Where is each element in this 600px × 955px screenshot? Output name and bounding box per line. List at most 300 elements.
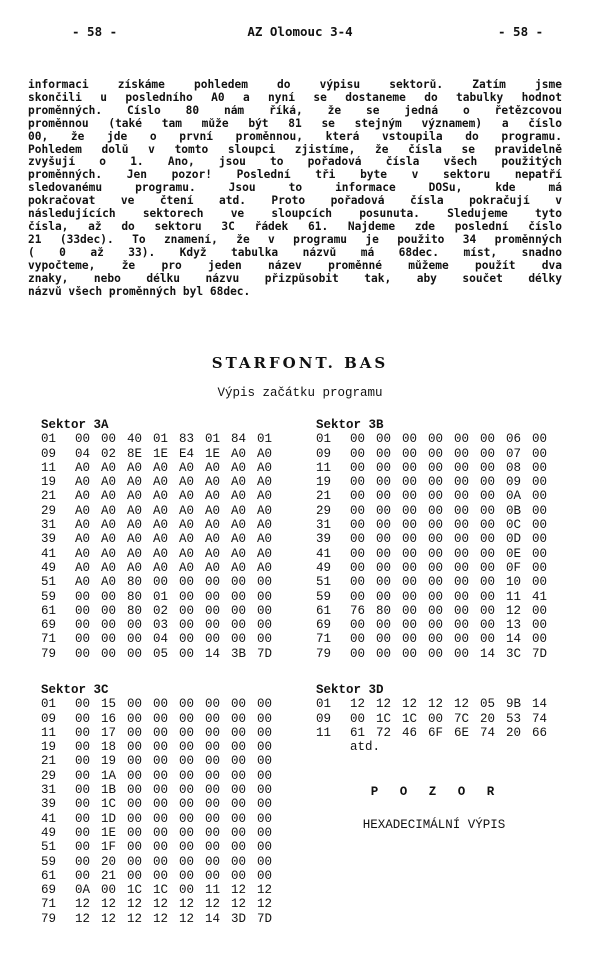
hex-byte: 00	[179, 575, 195, 590]
hex-byte: 80	[127, 589, 143, 604]
hex-byte: 7D	[257, 646, 273, 661]
hex-byte: A0	[75, 518, 91, 533]
hex-byte: A0	[101, 460, 117, 475]
text-line: znaky, nebo délku názvu přizpůsobit tak, aby součet délky	[28, 272, 562, 285]
hex-address: 09	[41, 446, 57, 461]
hex-byte: 00	[127, 811, 143, 826]
hex-byte: 00	[376, 460, 392, 475]
hex-byte: A0	[205, 560, 221, 575]
hex-byte: 74	[480, 725, 496, 740]
hex-byte: 61	[350, 725, 366, 740]
hex-byte: 00	[532, 446, 548, 461]
hex-byte: 14	[205, 646, 221, 661]
hex-address: 01	[41, 432, 57, 447]
hex-address: 61	[41, 868, 57, 883]
hex-byte: 00	[428, 560, 444, 575]
hex-byte: 00	[376, 518, 392, 533]
hex-row	[41, 447, 283, 461]
hex-byte: 12	[231, 883, 247, 898]
hex-byte: 02	[153, 603, 169, 618]
hex-byte: 00	[101, 618, 117, 633]
hex-byte: 21	[101, 868, 117, 883]
hex-byte: 00	[127, 797, 143, 812]
hex-byte: 00	[350, 475, 366, 490]
hex-byte: A0	[179, 460, 195, 475]
hex-byte: 00	[75, 711, 91, 726]
hex-byte: 00	[127, 768, 143, 783]
hex-address: 41	[41, 546, 57, 561]
hex-byte: 00	[127, 697, 143, 712]
hex-byte: 00	[402, 503, 418, 518]
hex-byte: 00	[127, 868, 143, 883]
hex-row	[41, 489, 283, 503]
hex-byte: A0	[101, 532, 117, 547]
hex-byte: 00	[376, 618, 392, 633]
hex-byte: 00	[532, 575, 548, 590]
hex-byte: 00	[532, 532, 548, 547]
hex-address: 29	[316, 503, 332, 518]
hex-byte: 00	[402, 589, 418, 604]
sector-3d	[316, 683, 558, 754]
sector-name: Sektor 3C	[41, 683, 109, 697]
hex-byte: 17	[101, 725, 117, 740]
hex-row	[41, 604, 283, 618]
hex-row	[41, 697, 283, 711]
hex-byte: 16	[101, 711, 117, 726]
hex-byte: 00	[257, 725, 273, 740]
hex-byte: A0	[179, 546, 195, 561]
text-line: 00, že jde o první proměnnou, která vstoupila do programu.	[28, 130, 562, 143]
hex-byte: 01	[153, 589, 169, 604]
hex-byte: 00	[153, 840, 169, 855]
hex-address: 69	[41, 618, 57, 633]
hex-byte: 05	[153, 646, 169, 661]
hex-byte: 00	[480, 618, 496, 633]
hex-byte: 6F	[428, 725, 444, 740]
hex-address: 49	[41, 560, 57, 575]
hex-byte: 00	[257, 797, 273, 812]
hex-address: 59	[41, 589, 57, 604]
hex-byte: 00	[205, 725, 221, 740]
hex-byte: 00	[454, 546, 470, 561]
hex-byte: 00	[376, 532, 392, 547]
hex-byte: 00	[532, 518, 548, 533]
hex-byte: A0	[75, 532, 91, 547]
hex-byte: 00	[480, 589, 496, 604]
hex-byte: 00	[153, 754, 169, 769]
hex-byte: A0	[205, 532, 221, 547]
hex-address: 41	[316, 546, 332, 561]
hex-byte: 00	[454, 589, 470, 604]
hex-byte: 18	[101, 740, 117, 755]
hex-byte: 00	[205, 632, 221, 647]
hex-address: 21	[41, 489, 57, 504]
hex-byte: 41	[532, 589, 548, 604]
hex-byte: 00	[480, 632, 496, 647]
hex-byte: 00	[75, 811, 91, 826]
hex-byte: 0F	[506, 560, 522, 575]
hex-row	[41, 912, 283, 926]
hex-byte: 12	[205, 897, 221, 912]
hex-address: 49	[316, 560, 332, 575]
hex-address: 01	[316, 697, 332, 712]
hex-byte: 00	[75, 632, 91, 647]
hex-byte: 00	[127, 740, 143, 755]
text-line: zvyšují o 1. Ano, jsou to pořadová čísla všech použitých	[28, 156, 562, 169]
hex-byte: 00	[454, 618, 470, 633]
hex-byte: A0	[75, 475, 91, 490]
hex-row	[316, 518, 558, 532]
hex-byte: 00	[376, 546, 392, 561]
hex-byte: 00	[231, 854, 247, 869]
hex-byte: 80	[127, 603, 143, 618]
hex-address: 19	[41, 475, 57, 490]
hex-byte: 7D	[257, 911, 273, 926]
hex-byte: A0	[179, 560, 195, 575]
hex-byte: 3B	[231, 646, 247, 661]
hex-address: 21	[41, 754, 57, 769]
hex-byte: A0	[75, 489, 91, 504]
hex-byte: 00	[75, 754, 91, 769]
hex-byte: A0	[101, 489, 117, 504]
hex-byte: 00	[231, 754, 247, 769]
hex-byte: 00	[376, 575, 392, 590]
hex-byte: 00	[153, 868, 169, 883]
hex-byte: 00	[179, 740, 195, 755]
hex-byte: 00	[153, 783, 169, 798]
hex-byte: A0	[101, 503, 117, 518]
hex-address: 49	[41, 825, 57, 840]
hex-byte: 00	[454, 603, 470, 618]
hex-byte: 00	[101, 603, 117, 618]
hex-byte: A0	[75, 560, 91, 575]
hex-byte: 1E	[101, 825, 117, 840]
hex-byte: 00	[127, 840, 143, 855]
hex-byte: 00	[231, 768, 247, 783]
hex-byte: 00	[454, 518, 470, 533]
hex-byte: 00	[257, 632, 273, 647]
hex-row	[41, 590, 283, 604]
hex-byte: A0	[257, 446, 273, 461]
hex-byte: 00	[153, 697, 169, 712]
hex-address: 09	[316, 711, 332, 726]
hex-row	[41, 475, 283, 489]
hex-byte: 00	[179, 811, 195, 826]
hex-byte: 00	[101, 646, 117, 661]
hex-byte: 20	[101, 854, 117, 869]
hex-byte: 00	[454, 532, 470, 547]
hex-byte: 83	[179, 432, 195, 447]
sector-name: Sektor 3D	[316, 683, 384, 697]
hex-byte: 00	[532, 560, 548, 575]
hex-byte: A0	[205, 518, 221, 533]
hex-byte: A0	[179, 475, 195, 490]
hex-row	[41, 532, 283, 546]
hex-byte: 00	[480, 532, 496, 547]
hex-byte: 00	[428, 460, 444, 475]
hex-address: 51	[41, 840, 57, 855]
hex-byte: 12	[179, 897, 195, 912]
hex-byte: 12	[75, 911, 91, 926]
hex-row	[41, 883, 283, 897]
hex-byte: A0	[153, 532, 169, 547]
hex-byte: 00	[402, 546, 418, 561]
hex-byte: 00	[205, 575, 221, 590]
hex-byte: A0	[127, 503, 143, 518]
hex-byte: 12	[75, 897, 91, 912]
hex-byte: 00	[350, 618, 366, 633]
hex-byte: 00	[231, 603, 247, 618]
hex-byte: A0	[153, 503, 169, 518]
hex-byte: 00	[179, 768, 195, 783]
hex-byte: A0	[205, 546, 221, 561]
hex-byte: A0	[153, 489, 169, 504]
hex-byte: 00	[480, 460, 496, 475]
hex-byte: 00	[480, 546, 496, 561]
hex-address: 31	[41, 783, 57, 798]
hex-byte: 00	[402, 518, 418, 533]
hex-byte: 00	[231, 575, 247, 590]
hex-row	[41, 461, 283, 475]
hex-byte: 00	[205, 768, 221, 783]
hex-byte: 00	[257, 575, 273, 590]
hex-byte: 00	[153, 797, 169, 812]
text-line: skončili u posledního A0 a nyní se dostaneme do tabulky hodnot	[28, 91, 562, 104]
hex-byte: 00	[205, 825, 221, 840]
hex-byte: 03	[153, 618, 169, 633]
hex-byte: 00	[376, 646, 392, 661]
hex-byte: A0	[257, 503, 273, 518]
hex-address: 39	[316, 532, 332, 547]
hex-byte: 00	[532, 546, 548, 561]
hex-address: 11	[41, 725, 57, 740]
hex-byte: A0	[75, 503, 91, 518]
hex-byte: A0	[179, 489, 195, 504]
hex-byte: 12	[127, 911, 143, 926]
hex-address: 71	[41, 897, 57, 912]
hex-byte: 00	[350, 460, 366, 475]
hex-byte: 00	[75, 840, 91, 855]
hex-row	[41, 618, 283, 632]
hex-byte: 00	[257, 697, 273, 712]
hex-byte: 00	[402, 475, 418, 490]
hex-byte: 00	[75, 603, 91, 618]
hex-byte: A0	[101, 575, 117, 590]
hex-byte: 3C	[506, 646, 522, 661]
hex-row	[316, 504, 558, 518]
hex-address: 19	[41, 740, 57, 755]
hex-address: 29	[41, 503, 57, 518]
hex-byte: 00	[257, 740, 273, 755]
hex-byte: A0	[127, 460, 143, 475]
hex-byte: 00	[454, 446, 470, 461]
hex-address: 79	[41, 911, 57, 926]
hex-byte: A0	[257, 546, 273, 561]
hex-byte: 74	[532, 711, 548, 726]
hex-byte: A0	[231, 560, 247, 575]
hex-byte: A0	[179, 532, 195, 547]
warning-title: P O Z O R	[370, 785, 502, 799]
hex-byte: 00	[179, 697, 195, 712]
hex-byte: 1D	[101, 811, 117, 826]
hex-row	[41, 783, 283, 797]
hex-byte: 05	[480, 697, 496, 712]
hex-byte: 00	[75, 825, 91, 840]
hex-byte: 0B	[506, 503, 522, 518]
hex-byte: 00	[75, 646, 91, 661]
hex-byte: 12	[506, 603, 522, 618]
hex-byte: 00	[153, 575, 169, 590]
hex-address: 29	[41, 768, 57, 783]
hex-byte: 00	[402, 489, 418, 504]
hex-address: 09	[316, 446, 332, 461]
hex-byte: 00	[532, 632, 548, 647]
hex-row	[41, 504, 283, 518]
hex-row	[41, 726, 283, 740]
hex-byte: 00	[257, 618, 273, 633]
hex-row	[316, 632, 558, 646]
hex-byte: 00	[231, 618, 247, 633]
hex-byte: 00	[179, 711, 195, 726]
hex-byte: 00	[257, 603, 273, 618]
hex-byte: 00	[127, 825, 143, 840]
hex-byte: 00	[428, 711, 444, 726]
hex-byte: A0	[179, 503, 195, 518]
hex-row	[316, 604, 558, 618]
hex-row	[316, 432, 558, 446]
hex-byte: 6E	[454, 725, 470, 740]
hex-byte: 46	[402, 725, 418, 740]
hex-byte: 00	[532, 432, 548, 447]
hex-byte: A0	[257, 532, 273, 547]
hex-byte: A0	[153, 560, 169, 575]
hex-byte: 00	[376, 560, 392, 575]
hex-byte: 12	[153, 897, 169, 912]
sector-name: Sektor 3A	[41, 418, 109, 432]
hex-byte: 00	[428, 489, 444, 504]
hex-byte: A0	[205, 460, 221, 475]
hex-address: 61	[316, 603, 332, 618]
hex-byte: 00	[350, 711, 366, 726]
hex-byte: 14	[532, 697, 548, 712]
hex-byte: A0	[257, 489, 273, 504]
hex-byte: 00	[428, 646, 444, 661]
hex-address: 41	[41, 811, 57, 826]
hex-byte: 00	[480, 518, 496, 533]
hex-byte: 00	[231, 825, 247, 840]
hex-row	[41, 712, 283, 726]
hex-byte: A0	[127, 560, 143, 575]
hex-byte: 1C	[376, 711, 392, 726]
sector-3b	[316, 418, 558, 661]
hex-byte: 80	[376, 603, 392, 618]
hex-byte: 00	[257, 589, 273, 604]
hex-byte: 00	[75, 868, 91, 883]
hex-byte: E4	[179, 446, 195, 461]
hex-byte: 00	[376, 589, 392, 604]
hex-byte: 00	[532, 460, 548, 475]
hex-byte: 00	[205, 840, 221, 855]
text-line: ( 0 až 33). Když tabulka názvů má 68dec. míst, snadno	[28, 246, 562, 259]
hex-byte: 12	[179, 911, 195, 926]
hex-address: 79	[316, 646, 332, 661]
hex-byte: 12	[402, 697, 418, 712]
hex-byte: 00	[127, 618, 143, 633]
hex-byte: 00	[454, 560, 470, 575]
hex-row	[41, 897, 283, 911]
hex-byte: 00	[179, 883, 195, 898]
hex-byte: 00	[428, 575, 444, 590]
hex-byte: A0	[101, 546, 117, 561]
hex-byte: 00	[231, 740, 247, 755]
hex-byte: 00	[127, 783, 143, 798]
hex-byte: 14	[205, 911, 221, 926]
hex-byte: A0	[153, 546, 169, 561]
hex-byte: 00	[376, 489, 392, 504]
hex-row	[41, 432, 283, 446]
hex-address: 39	[41, 797, 57, 812]
hex-byte: 00	[428, 618, 444, 633]
hex-byte: 00	[350, 575, 366, 590]
hex-byte: 00	[231, 697, 247, 712]
hex-byte: 00	[257, 825, 273, 840]
hex-byte: 00	[75, 783, 91, 798]
hex-byte: 00	[402, 646, 418, 661]
hex-byte: 00	[101, 632, 117, 647]
hex-byte: 14	[506, 632, 522, 647]
hex-byte: 00	[257, 811, 273, 826]
text-line: vypočteme, že pro jeden název proměnné můžeme použít dva	[28, 259, 562, 272]
hex-row	[316, 447, 558, 461]
hex-byte: 00	[153, 854, 169, 869]
hex-byte: 00	[127, 646, 143, 661]
hex-byte: A0	[205, 489, 221, 504]
hex-address: 31	[41, 518, 57, 533]
hex-byte: 00	[402, 432, 418, 447]
hex-byte: 00	[376, 432, 392, 447]
hex-byte: 00	[205, 697, 221, 712]
hex-address: 71	[41, 632, 57, 647]
hex-byte: 72	[376, 725, 392, 740]
hex-byte: 1C	[101, 797, 117, 812]
hex-row	[41, 840, 283, 854]
hex-byte: A0	[153, 518, 169, 533]
hex-byte: A0	[231, 518, 247, 533]
hex-byte: 00	[480, 489, 496, 504]
hex-byte: 00	[101, 883, 117, 898]
text-line: sledovanému programu. Jsou to informace DOSu, kde má	[28, 182, 562, 195]
hex-byte: A0	[153, 460, 169, 475]
text-line: názvů všech proměnných byl 68dec.	[28, 285, 251, 298]
hex-byte: 00	[153, 711, 169, 726]
hex-byte: 80	[127, 575, 143, 590]
hex-row	[316, 590, 558, 604]
text-line: následujících sektorech ve sloupcích posunuta. Sledujeme tyto	[28, 208, 562, 221]
hex-byte: 06	[506, 432, 522, 447]
hex-byte: A0	[75, 575, 91, 590]
hex-byte: 53	[506, 711, 522, 726]
hex-byte: 00	[205, 783, 221, 798]
hex-byte: 00	[231, 783, 247, 798]
text-line: proměnných. Jen pozor! Poslední tři byte v sektoru nepatří	[28, 169, 562, 182]
page-number-right: - 58 -	[498, 24, 544, 39]
hex-row	[316, 647, 558, 661]
hex-byte: A0	[153, 475, 169, 490]
hex-byte: 00	[480, 503, 496, 518]
hex-byte: 12	[231, 897, 247, 912]
hex-byte: 12	[376, 697, 392, 712]
hex-byte: A0	[231, 489, 247, 504]
